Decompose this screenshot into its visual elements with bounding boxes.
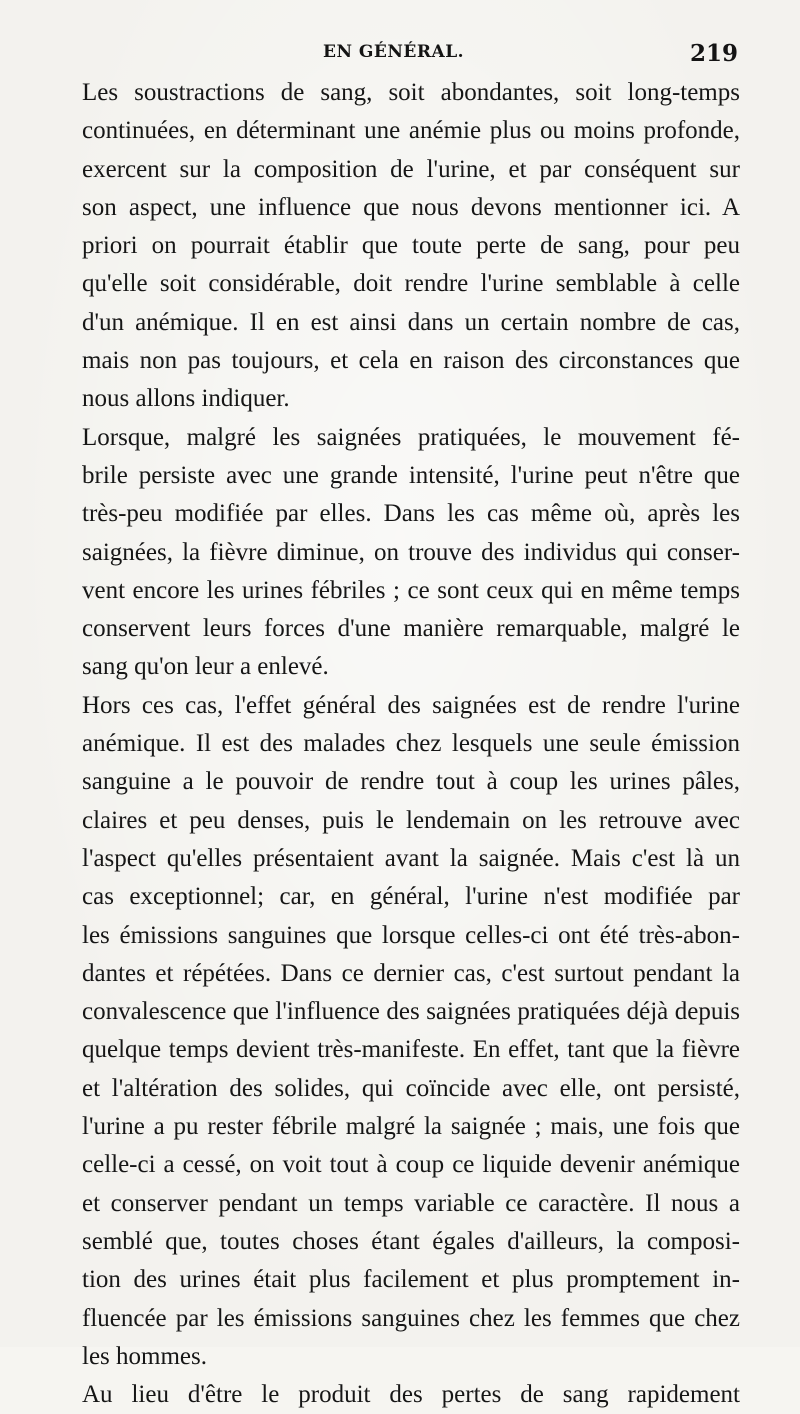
text-line: anémique. Il est des malades chez lesquels une seule émission	[82, 730, 740, 758]
running-title: EN GÉNÉRAL.	[323, 42, 465, 62]
text-line: l'aspect qu'elles présentaient avant la saignée. Mais c'est là un	[82, 844, 740, 872]
text-line: Hors ces cas, l'effet général des saignées est de rendre l'urine	[82, 691, 740, 719]
text-line: Au lieu d'être le produit des pertes de sang rapidement	[82, 1381, 740, 1409]
text-line: tion des urines était plus facilement et plus promptement in-	[82, 1266, 740, 1294]
text-line: d'un anémique. Il en est ainsi dans un certain nombre de cas,	[82, 308, 740, 336]
text-line: priori on pourrait établir que toute perte de sang, pour peu	[82, 232, 740, 260]
text-line: brile persiste avec une grande intensité, l'urine peut n'être que	[82, 461, 740, 489]
text-line: vent encore les urines fébriles ; ce sont ceux qui en même temps	[82, 576, 740, 604]
text-line: l'urine a pu rester fébrile malgré la saignée ; mais, une fois que	[82, 1113, 740, 1141]
text-line: sanguine a le pouvoir de rendre tout à coup les urines pâles,	[82, 768, 740, 796]
paragraph-4	[82, 1376, 740, 1414]
body-text	[82, 74, 740, 1414]
text-line: Lorsque, malgré les saignées pratiquées, le mouvement fé-	[82, 423, 740, 451]
paragraph-3	[82, 687, 740, 1376]
text-line: dantes et répétées. Dans ce dernier cas, c'est surtout pendant la	[82, 959, 740, 987]
text-line: les hommes.	[82, 1342, 207, 1370]
text-line: les émissions sanguines que lorsque celles-ci ont été très-abon-	[82, 921, 740, 949]
text-line: convalescence que l'influence des saignées pratiquées déjà depuis	[82, 998, 740, 1026]
text-line: fluencée par les émissions sanguines chez les femmes que chez	[82, 1304, 740, 1332]
text-line: son aspect, une influence que nous devons mentionner ici. A	[82, 193, 740, 221]
text-line: cas exceptionnel; car, en général, l'urine n'est modifiée par	[82, 883, 740, 911]
text-line: saignées, la fièvre diminue, on trouve des individus qui conser-	[82, 538, 740, 566]
page-number: 219	[689, 40, 738, 67]
text-line: très-peu modifiée par elles. Dans les cas même où, après les	[82, 500, 740, 528]
text-line: exercent sur la composition de l'urine, et par conséquent sur	[82, 155, 740, 183]
text-line: qu'elle soit considérable, doit rendre l'urine semblable à celle	[82, 270, 740, 298]
text-line: mais non pas toujours, et cela en raison des circonstances que	[82, 347, 740, 375]
paragraph-2	[82, 419, 740, 687]
text-line: et l'altération des solides, qui coïncide avec elle, ont persisté,	[82, 1074, 740, 1102]
text-line: semblé que, toutes choses étant égales d'ailleurs, la composi-	[82, 1227, 740, 1255]
text-line: claires et peu denses, puis le lendemain on les retrouve avec	[82, 806, 740, 834]
text-line: continuées, en déterminant une anémie plus ou moins profonde,	[82, 117, 740, 145]
text-line: quelque temps devient très-manifeste. En effet, tant que la fièvre	[82, 1036, 740, 1064]
paragraph-1	[82, 74, 740, 419]
text-line: celle-ci a cessé, on voit tout à coup ce liquide devenir anémique	[82, 1151, 740, 1179]
text-line: et conserver pendant un temps variable ce caractère. Il nous a	[82, 1189, 740, 1217]
text-line: conservent leurs forces d'une manière remarquable, malgré le	[82, 615, 740, 643]
text-line: sang qu'on leur a enlevé.	[82, 653, 329, 681]
text-line: Les soustractions de sang, soit abondantes, soit long-temps	[82, 79, 740, 106]
text-line: nous allons indiquer.	[82, 385, 290, 413]
page-header	[0, 40, 800, 72]
